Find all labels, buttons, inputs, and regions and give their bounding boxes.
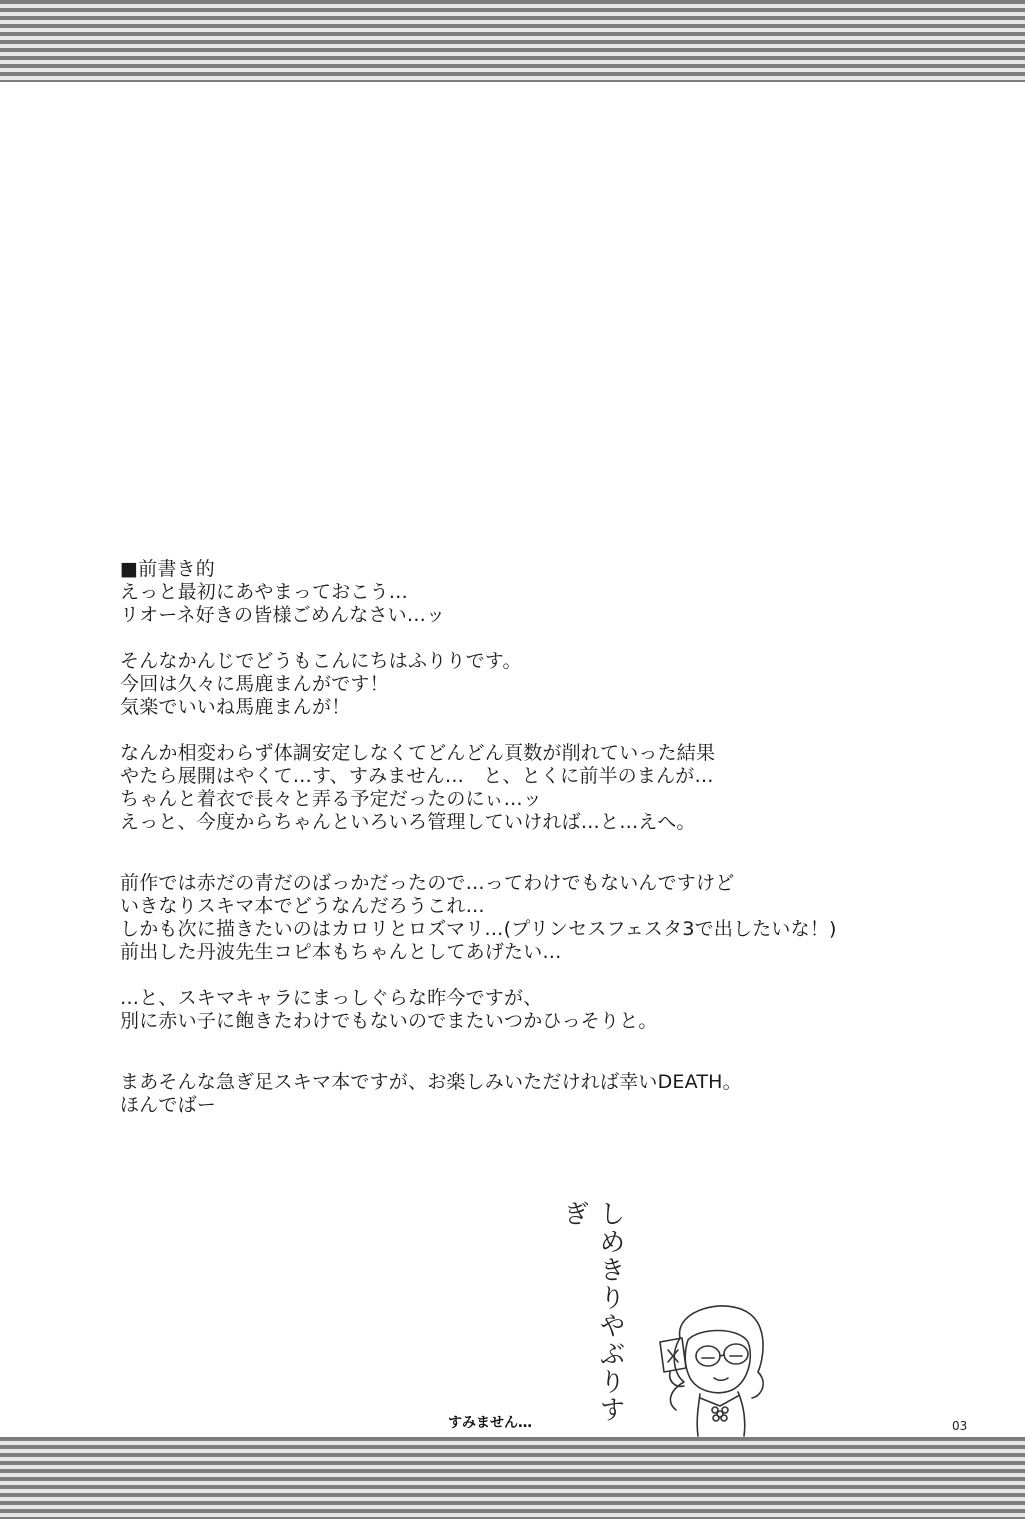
text-line: ほんでばー bbox=[120, 1094, 217, 1116]
text-line: 前作では赤だの青だのばっかだったので…ってわけでもないんですけど bbox=[120, 872, 735, 894]
text-line: リオーネ好きの皆様ごめんなさい…ッ bbox=[120, 604, 446, 626]
paragraph-4 bbox=[120, 872, 920, 964]
text-line: 気楽でいいね馬鹿まんが！ bbox=[120, 696, 351, 718]
text-line: えっと最初にあやまっておこう… bbox=[120, 581, 409, 603]
text-line: そんなかんじでどうもこんにちはふりりです。 bbox=[120, 650, 522, 672]
text-line: 今回は久々に馬鹿まんがです！ bbox=[120, 673, 389, 695]
apology-caption: すみません… bbox=[448, 1415, 532, 1431]
afterword-heading: ■前書き的 bbox=[120, 558, 215, 580]
bottom-stripe-band bbox=[0, 1437, 1025, 1519]
paragraph-1 bbox=[120, 581, 920, 627]
paragraph-3 bbox=[120, 742, 920, 834]
afterword-text bbox=[120, 558, 920, 1117]
vertical-handwritten-note: しめきりやぶりすぎ bbox=[559, 1200, 625, 1424]
paragraph-2 bbox=[120, 650, 920, 719]
text-line: …と、スキマキャラにまっしぐらな昨今ですが、 bbox=[120, 987, 543, 1009]
text-line: 別に赤い子に飽きたわけでもないのでまたいつかひっそりと。 bbox=[120, 1010, 658, 1032]
text-line: しかも次に描きたいのはカロリとロズマリ…(プリンセスフェスタ3で出したいな！) bbox=[120, 918, 837, 940]
text-line: 前出した丹波先生コピ本もちゃんとしてあげたい… bbox=[120, 941, 562, 963]
paragraph-6 bbox=[120, 1071, 920, 1117]
top-stripe-band bbox=[0, 0, 1025, 82]
paragraph-5 bbox=[120, 987, 920, 1033]
text-line: ちゃんと着衣で長々と弄る予定だったのにぃ…ッ bbox=[120, 788, 543, 810]
text-line: えっと、今度からちゃんといろいろ管理していければ…と…えへ。 bbox=[120, 811, 696, 833]
page-number: 03 bbox=[952, 1419, 968, 1433]
text-line: なんか相変わらず体調安定しなくてどんどん頁数が削れていった結果 bbox=[120, 742, 716, 764]
character-sketch-icon bbox=[640, 1298, 800, 1438]
text-line: いきなりスキマ本でどうなんだろうこれ… bbox=[120, 895, 485, 917]
text-line: やたら展開はやくて…す、すみません… と、とくに前半のまんが… bbox=[120, 765, 714, 787]
text-line: まあそんな急ぎ足スキマ本ですが、お楽しみいただければ幸いDEATH。 bbox=[120, 1071, 742, 1093]
